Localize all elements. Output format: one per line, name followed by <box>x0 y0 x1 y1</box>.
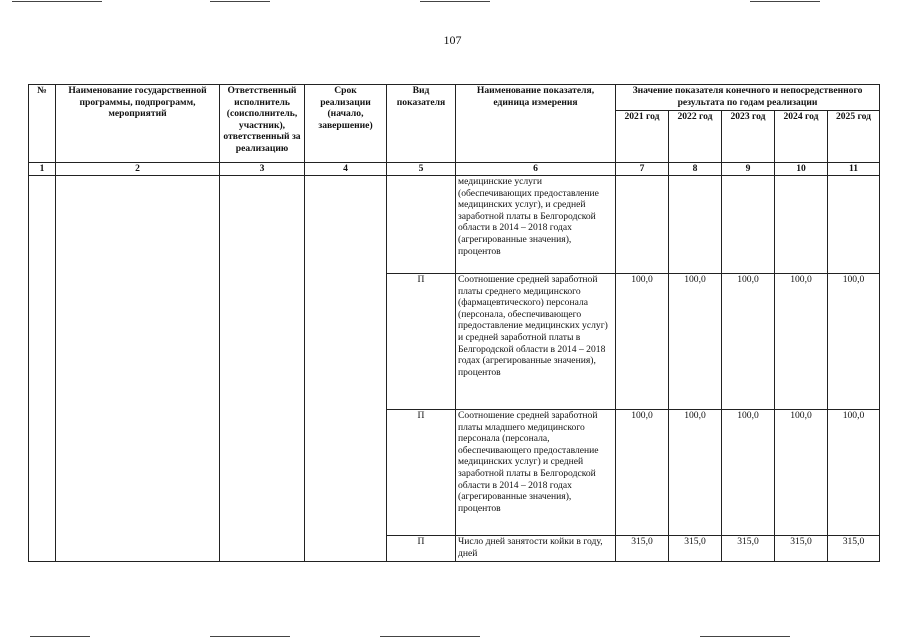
header-indicator: Наименование показателя, единица измерения <box>456 85 616 163</box>
indicator-name: Соотношение средней заработной платы младшего медицинского персонала (персонала, обеспечивающего предоставление медицинских услуг) и средней заработной платы в Белгородской области в 2014 – 2018 годах (агрегированные значения), процентов <box>456 410 616 536</box>
column-number: 9 <box>722 163 775 176</box>
value-2022 <box>669 176 722 274</box>
scan-artifact-line <box>210 636 290 637</box>
value-2023 <box>722 176 775 274</box>
value-2022: 100,0 <box>669 274 722 410</box>
scan-artifact-line <box>380 636 480 637</box>
indicator-type: П <box>387 274 456 410</box>
column-number: 10 <box>775 163 828 176</box>
value-2022: 100,0 <box>669 410 722 536</box>
header-values: Значение показателя конечного и непосредственного результата по годам реализации <box>616 85 880 111</box>
indicator-name: Число дней занятости койки в году, дней <box>456 536 616 562</box>
header-year: 2023 год <box>722 111 775 163</box>
value-2021 <box>616 176 669 274</box>
table-row <box>29 176 880 274</box>
value-2025: 100,0 <box>828 410 880 536</box>
header-year: 2024 год <box>775 111 828 163</box>
value-2021: 100,0 <box>616 274 669 410</box>
column-number: 1 <box>29 163 56 176</box>
scan-artifact-line <box>420 1 490 2</box>
header-no: № <box>29 85 56 163</box>
scan-artifact-line <box>700 636 790 637</box>
column-number: 3 <box>220 163 305 176</box>
column-number: 4 <box>305 163 387 176</box>
header-year: 2025 год <box>828 111 880 163</box>
value-2021: 100,0 <box>616 410 669 536</box>
column-number: 2 <box>56 163 220 176</box>
header-year: 2022 год <box>669 111 722 163</box>
scan-artifact-line <box>210 1 270 2</box>
value-2024 <box>775 176 828 274</box>
cell-no-blank <box>29 176 56 562</box>
value-2025 <box>828 176 880 274</box>
header-program: Наименование государственной программы, подпрограмм, мероприятий <box>56 85 220 163</box>
value-2023: 315,0 <box>722 536 775 562</box>
scan-artifact-line <box>12 1 102 2</box>
header-year: 2021 год <box>616 111 669 163</box>
value-2022: 315,0 <box>669 536 722 562</box>
scan-artifact-line <box>750 1 820 2</box>
scan-artifact-line <box>30 636 90 637</box>
header-period: Срок реализации (начало, завершение) <box>305 85 387 163</box>
value-2025: 100,0 <box>828 274 880 410</box>
indicators-table <box>28 84 880 562</box>
value-2024: 100,0 <box>775 410 828 536</box>
cell-period-blank <box>305 176 387 562</box>
column-number: 7 <box>616 163 669 176</box>
header-row <box>29 85 880 111</box>
indicator-type <box>387 176 456 274</box>
value-2023: 100,0 <box>722 410 775 536</box>
column-number: 6 <box>456 163 616 176</box>
column-number: 11 <box>828 163 880 176</box>
cell-program-blank <box>56 176 220 562</box>
value-2023: 100,0 <box>722 274 775 410</box>
indicator-name: Соотношение средней заработной платы среднего медицинского (фармацевтического) персонала (персонала, обеспечивающего предоставление медицинских услуг) и средней заработной платы в Белгородской области в 2014 – 2018 годах (агрегированные значения), процентов <box>456 274 616 410</box>
header-executor: Ответственный исполнитель (соисполнитель, участник), ответственный за реализацию <box>220 85 305 163</box>
value-2021: 315,0 <box>616 536 669 562</box>
indicator-name: медицинские услуги (обеспечивающих предоставление медицинских услуг), и средней заработной платы в Белгородской области в 2014 – 2018 годах (агрегированные значения), процентов <box>456 176 616 274</box>
page-number: 107 <box>443 33 462 47</box>
column-number: 8 <box>669 163 722 176</box>
value-2025: 315,0 <box>828 536 880 562</box>
value-2024: 100,0 <box>775 274 828 410</box>
indicator-type: П <box>387 536 456 562</box>
cell-executor-blank <box>220 176 305 562</box>
value-2024: 315,0 <box>775 536 828 562</box>
column-number: 5 <box>387 163 456 176</box>
header-type: Вид показателя <box>387 85 456 163</box>
column-numbers-row <box>29 163 880 176</box>
indicator-type: П <box>387 410 456 536</box>
